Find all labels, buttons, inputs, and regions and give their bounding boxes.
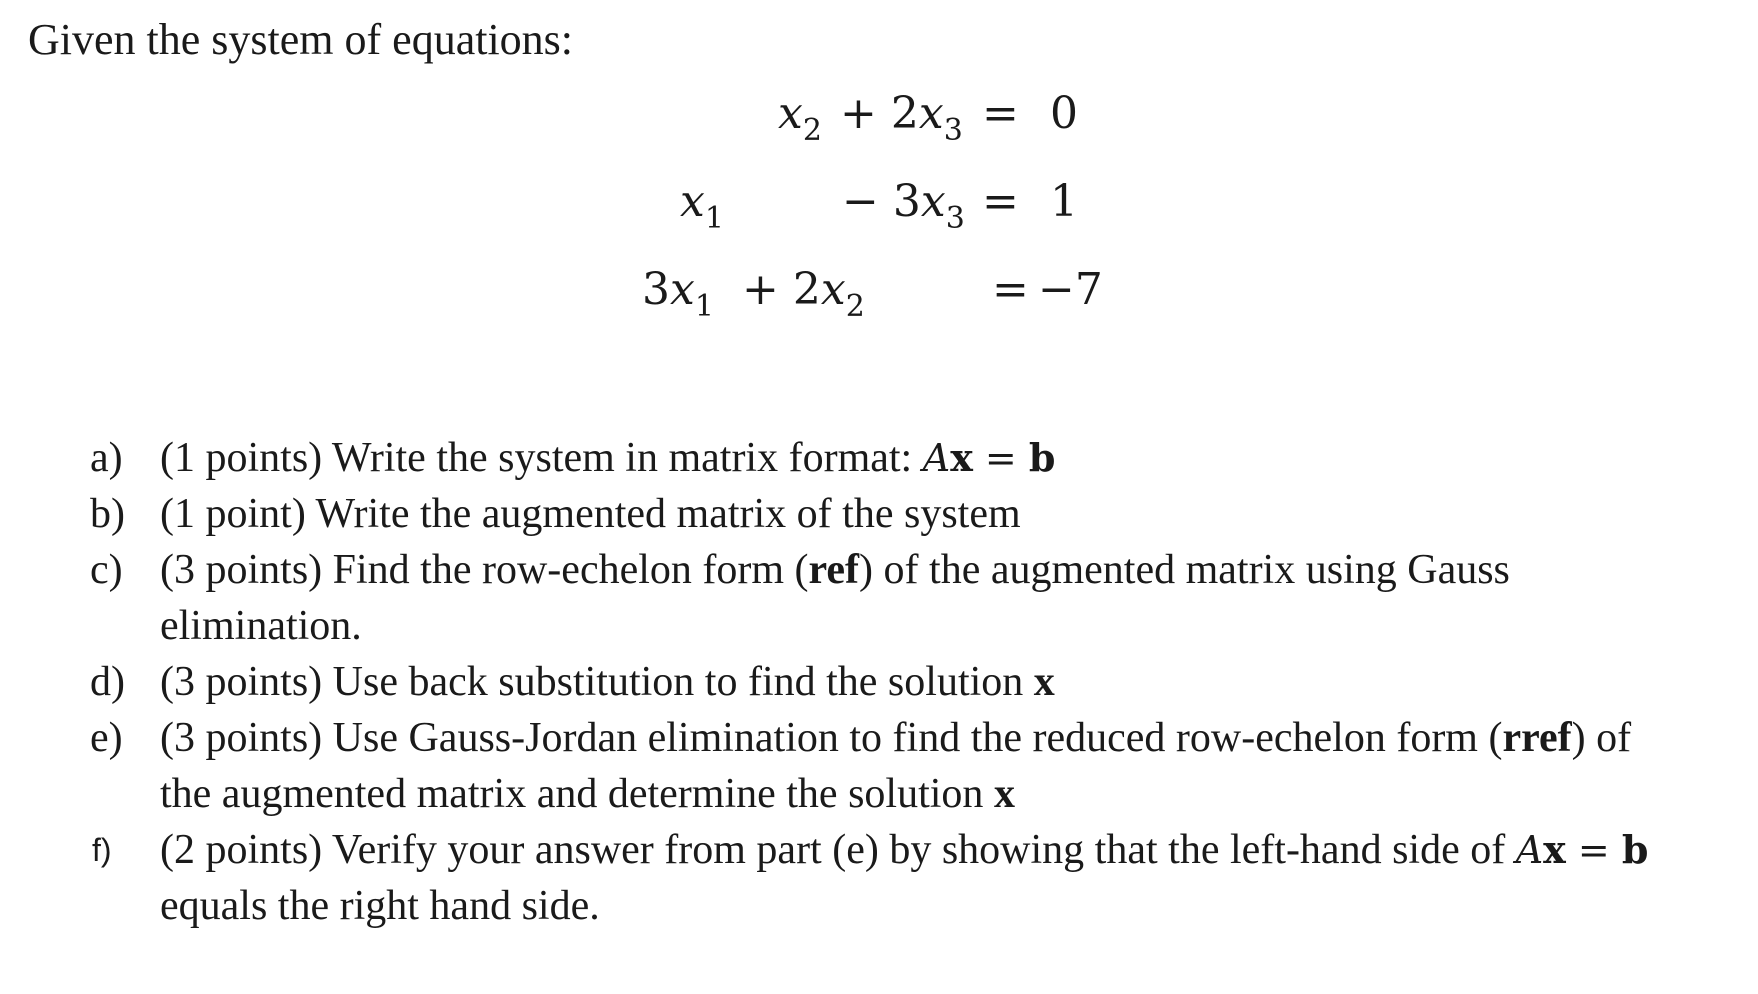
- eq3-equals: =: [992, 264, 1029, 315]
- eq2-term-x1: $x_1$: [680, 176, 724, 236]
- eq3-term-2x2: + $2x_2$: [742, 264, 865, 324]
- task-e-text: (3 points) Use Gauss-Jordan elimination to find the reduced row-echelon form (rref) of the augmented matrix and determine the solution x: [160, 715, 1632, 817]
- eq1-rhs: 0: [1050, 88, 1078, 139]
- eq2-term-3x3: − $3x_3$: [842, 176, 965, 236]
- eq3-term-3x1: $3x_1$: [642, 264, 714, 324]
- task-a-text: (1 points) Write the system in matrix format: Ax = b: [160, 435, 1056, 481]
- task-f-label: f): [92, 832, 112, 868]
- task-f-text: (2 points) Verify your answer from part (e) by showing that the left-hand side of Ax = b equals the right hand side.: [160, 827, 1649, 929]
- eq1-term-x2: $x_2$: [778, 88, 822, 148]
- eq2-rhs: 1: [1050, 176, 1078, 227]
- task-c-label: c): [90, 547, 123, 593]
- task-b-label: b): [90, 491, 125, 537]
- task-e-label: e): [90, 715, 123, 761]
- eq3-rhs: −7: [1038, 264, 1103, 315]
- task-b-text: (1 point) Write the augmented matrix of the system: [160, 491, 1021, 537]
- task-c-text: (3 points) Find the row-echelon form (ref) of the augmented matrix using Gauss elimination.: [160, 547, 1510, 649]
- eq1-equals: =: [982, 88, 1019, 139]
- task-d-text: (3 points) Use back substitution to find the solution x: [160, 659, 1055, 705]
- eq1-term-2x3: + $2x_3$: [840, 88, 963, 148]
- task-a-label: a): [90, 435, 123, 481]
- eq2-equals: =: [982, 176, 1019, 227]
- intro-text: Given the system of equations:: [28, 15, 574, 64]
- task-d-label: d): [90, 659, 125, 705]
